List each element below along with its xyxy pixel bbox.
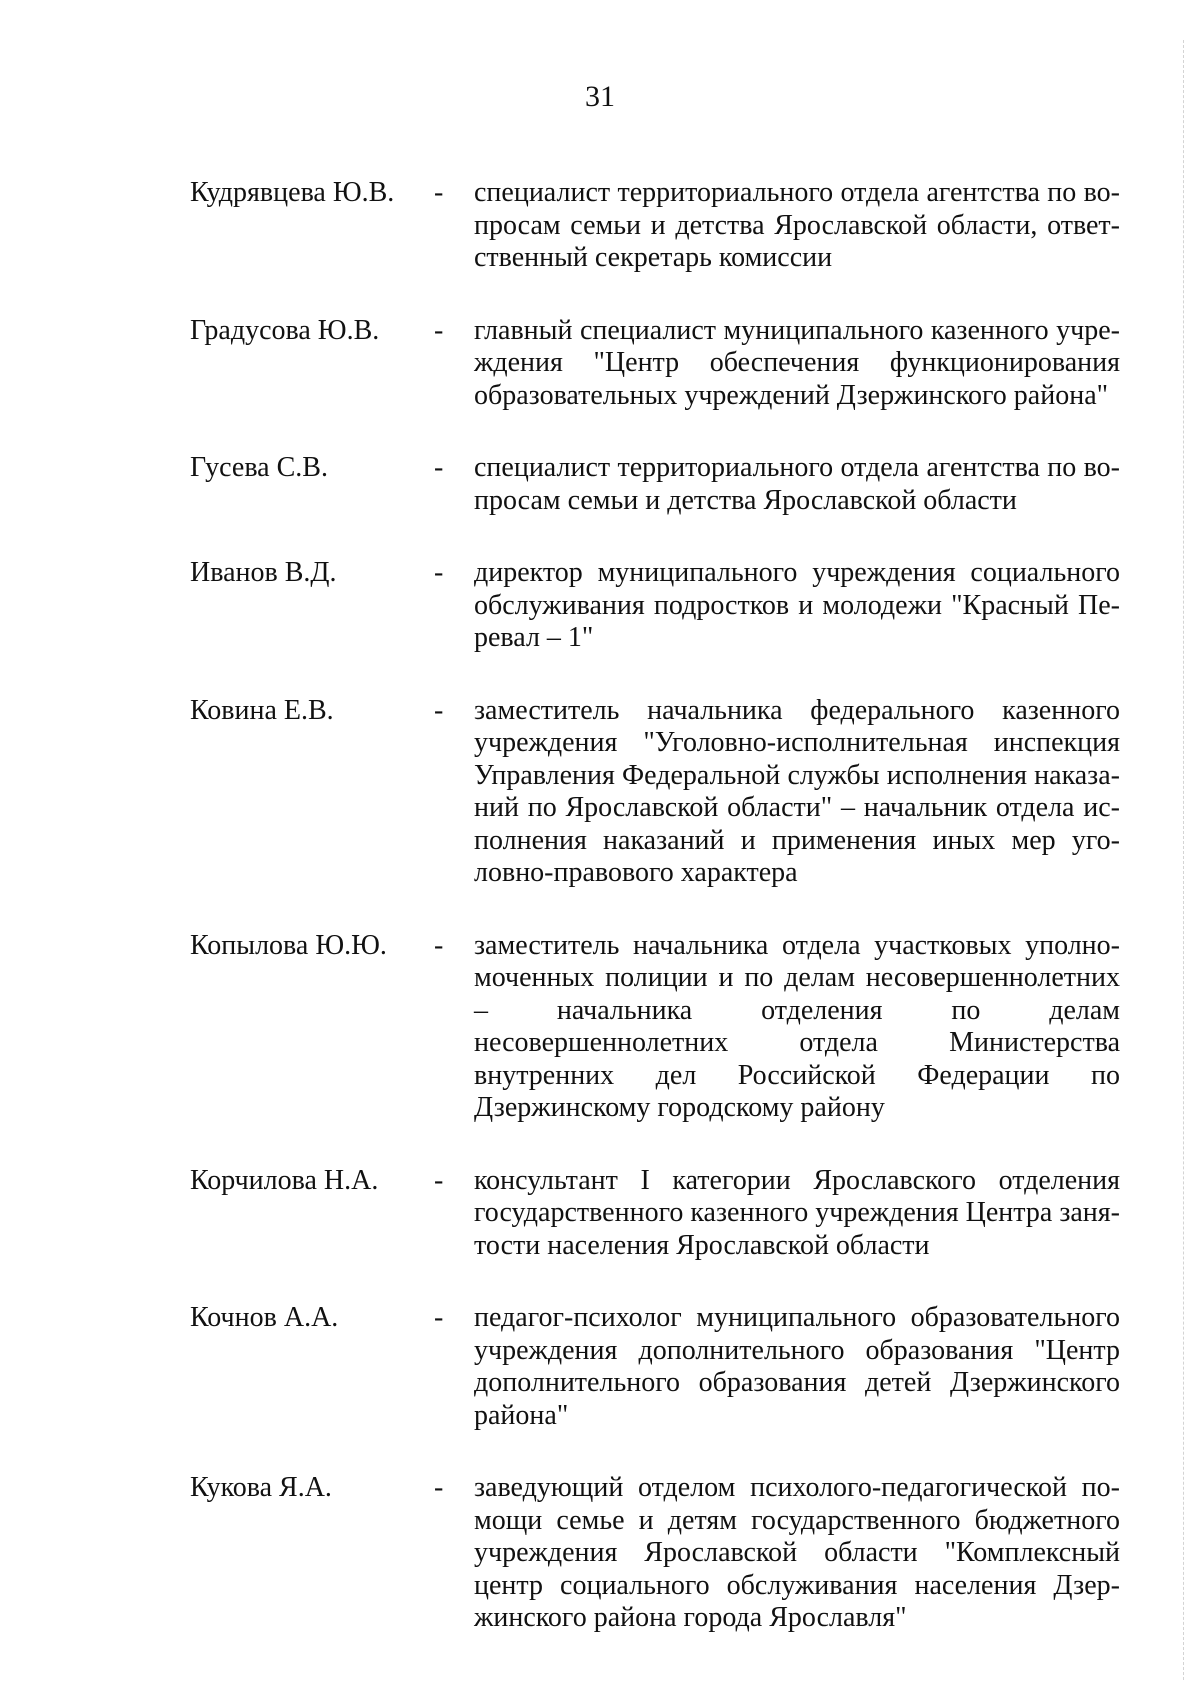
member-position: консультант I категории Ярославского отделения государственного казенного учреждения Центра занятости населения Ярославской области xyxy=(474,1164,1120,1261)
member-dash: - xyxy=(434,177,444,208)
member-position: специалист территориального отдела агентства по вопросам семьи и детства Ярославской области xyxy=(474,452,1120,516)
member-dash: - xyxy=(434,1302,444,1333)
member-name: Корчилова Н.А. xyxy=(190,1164,379,1196)
member-name: Кочнов А.А. xyxy=(190,1302,339,1333)
page-number: 31 xyxy=(585,80,615,113)
member-position: заведующий отделом психолого-педагогической помощи семье и детям государственного бюджетного учреждения Ярославской области "Комплексный центр социального обслуживания населения Дзержинского района города Ярославля" xyxy=(474,1472,1120,1633)
member-entry xyxy=(190,177,1120,275)
commission-member-list xyxy=(190,177,1120,1675)
member-position: главный специалист муниципального казенного учреждения "Центр обеспечения функционирования образовательных учреждений Дзержинского района" xyxy=(474,314,1120,411)
member-position: заместитель начальника федерального казенного учреждения "Уголовно-исполнительная инспекция Управления Федеральной службы исполнения наказаний по Ярославской области" – начальник отдела исполнения наказаний и применения иных мер уголовно-правового характера xyxy=(474,694,1120,888)
member-entry xyxy=(190,695,1120,890)
member-dash: - xyxy=(434,452,444,483)
member-name: Кудрявцева Ю.В. xyxy=(190,177,395,208)
member-position: специалист территориального отдела агентства по вопросам семьи и детства Ярославской области, ответственный секретарь комиссии xyxy=(474,177,1120,273)
scan-edge-line xyxy=(1183,40,1184,1680)
member-dash: - xyxy=(434,1164,444,1196)
member-dash: - xyxy=(434,694,444,726)
member-name: Копылова Ю.Ю. xyxy=(190,929,387,961)
member-entry xyxy=(190,1302,1120,1432)
member-entry xyxy=(190,1165,1120,1263)
member-entry xyxy=(190,557,1120,655)
member-name: Ковина Е.В. xyxy=(190,694,334,726)
member-entry xyxy=(190,1472,1120,1635)
member-dash: - xyxy=(434,314,444,346)
member-dash: - xyxy=(434,1472,444,1503)
member-dash: - xyxy=(434,929,444,961)
member-position: педагог-психолог муниципального образовательного учреждения дополнительного образования "Центр дополнительного образования детей Дзержинского района" xyxy=(474,1302,1120,1431)
member-name: Иванов В.Д. xyxy=(190,557,337,588)
member-name: Гусева С.В. xyxy=(190,452,328,483)
member-entry xyxy=(190,452,1120,517)
member-name: Градусова Ю.В. xyxy=(190,314,380,346)
member-name: Кукова Я.А. xyxy=(190,1472,332,1503)
member-entry xyxy=(190,930,1120,1125)
member-position: заместитель начальника отдела участковых уполномоченных полиции и по делам несовершеннолетних – начальника отделения по делам несовершеннолетних отдела Министерства внутренних дел Российской Федерации по Дзержинскому городскому району xyxy=(474,929,1120,1123)
member-dash: - xyxy=(434,557,444,588)
member-entry xyxy=(190,315,1120,413)
member-position: директор муниципального учреждения социального обслуживания подростков и молодежи "Красный Перевал – 1" xyxy=(474,557,1120,653)
